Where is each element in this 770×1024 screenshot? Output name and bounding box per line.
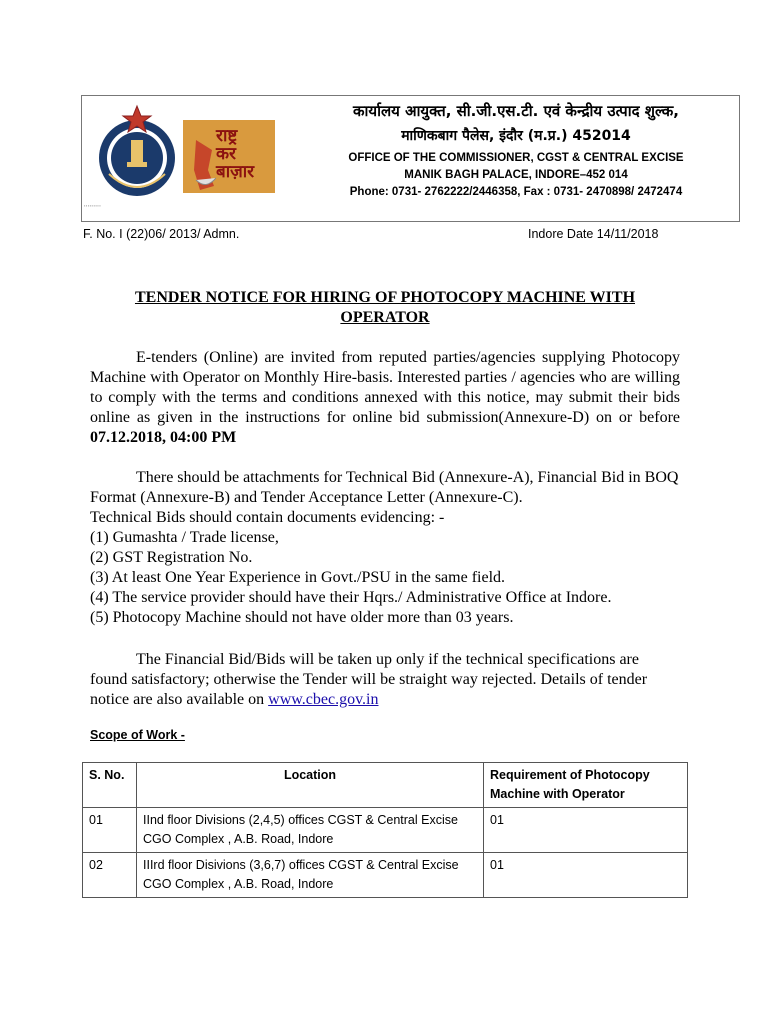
cbec-website-link[interactable]: www.cbec.gov.in [268, 691, 379, 708]
table-row [83, 853, 688, 898]
attachments-paragraph [90, 468, 680, 628]
attachments-text: There should be attachments for Technical Bid (Annexure-A), Financial Bid in BOQ Format (Annexure-B) and Tender Acceptance Letter (Annexure-C). [90, 469, 679, 506]
documents-intro: Technical Bids should contain documents evidencing: - [90, 509, 445, 526]
list-item: (5) Photocopy Machine should not have older more than 03 years. [90, 609, 514, 626]
table-header-row [83, 763, 688, 808]
hindi-office-title: कार्यालय आयुक्त, सी.जी.एस.टी. एवं केन्द्रीय उत्पाद शुल्क, [353, 102, 679, 120]
letterhead [81, 95, 740, 222]
financial-bid-text: The Financial Bid/Bids will be taken up only if the technical specifications are found satisfactory; otherwise the Tender will be straight way rejected. Details of tender notice are also available on [90, 651, 648, 708]
list-item: (1) Gumashta / Trade license, [90, 529, 279, 546]
cell-requirement: 01 [484, 853, 688, 898]
list-item: (2) GST Registration No. [90, 549, 253, 566]
cell-requirement: 01 [484, 808, 688, 853]
notice-date: Indore Date 14/11/2018 [528, 227, 659, 241]
hindi-address: माणिकबाग पैलेस, इंदौर (म.प्र.) 452014 [401, 128, 631, 144]
list-item: (3) At least One Year Experience in Govt./PSU in the same field. [90, 569, 506, 586]
financial-bid-paragraph [90, 650, 680, 710]
office-address: MANIK BAGH PALACE, INDORE–452 014 [404, 169, 628, 181]
column-header-location: Location [137, 763, 484, 808]
invitation-paragraph [90, 348, 680, 448]
logo-text: राष्ट्र कर बाज़ार [216, 126, 255, 182]
emblem-caption: ▪▪▪▪▪▪▪▪▪ [84, 203, 102, 208]
notice-title: TENDER NOTICE FOR HIRING OF PHOTOCOPY MACHINE WITH OPERATOR [134, 289, 636, 326]
cell-sno: 02 [83, 853, 137, 898]
table-row [83, 808, 688, 853]
list-item: (4) The service provider should have their Hqrs./ Administrative Office at Indore. [90, 589, 612, 606]
office-title: OFFICE OF THE COMMISSIONER, CGST & CENTRAL EXCISE [348, 152, 684, 164]
cbic-emblem-icon [95, 102, 179, 202]
office-phone: Phone: 0731- 2762222/2446358, Fax : 0731- 2470898/ 2472474 [349, 186, 683, 198]
file-number: F. No. I (22)06/ 2013/ Admn. [83, 227, 240, 241]
column-header-sno: S. No. [83, 763, 137, 808]
scope-table [82, 762, 688, 898]
cell-sno: 01 [83, 808, 137, 853]
cell-location: IInd floor Divisions (2,4,5) offices CGST & Central Excise CGO Complex , A.B. Road, Indore [137, 808, 484, 853]
bid-deadline: 07.12.2018, 04:00 PM [90, 429, 237, 446]
cell-location: IIIrd floor Disivions (3,6,7) offices CGST & Central Excise CGO Complex , A.B. Road, Indore [137, 853, 484, 898]
scope-heading: Scope of Work - [90, 728, 185, 742]
logo-shape-icon [192, 140, 216, 190]
invitation-text: E-tenders (Online) are invited from reputed parties/agencies supplying Photocopy Machine with Operator on Monthly Hire-basis. Interested parties / agencies who are willing to comply with the terms and conditions annexed with this notice, may submit their bids online as given in the instructions for online bid submission(Annexure-D) on or before [90, 349, 680, 426]
rashtra-kar-bazaar-logo [183, 120, 275, 193]
column-header-requirement: Requirement of Photocopy Machine with Operator [484, 763, 688, 808]
